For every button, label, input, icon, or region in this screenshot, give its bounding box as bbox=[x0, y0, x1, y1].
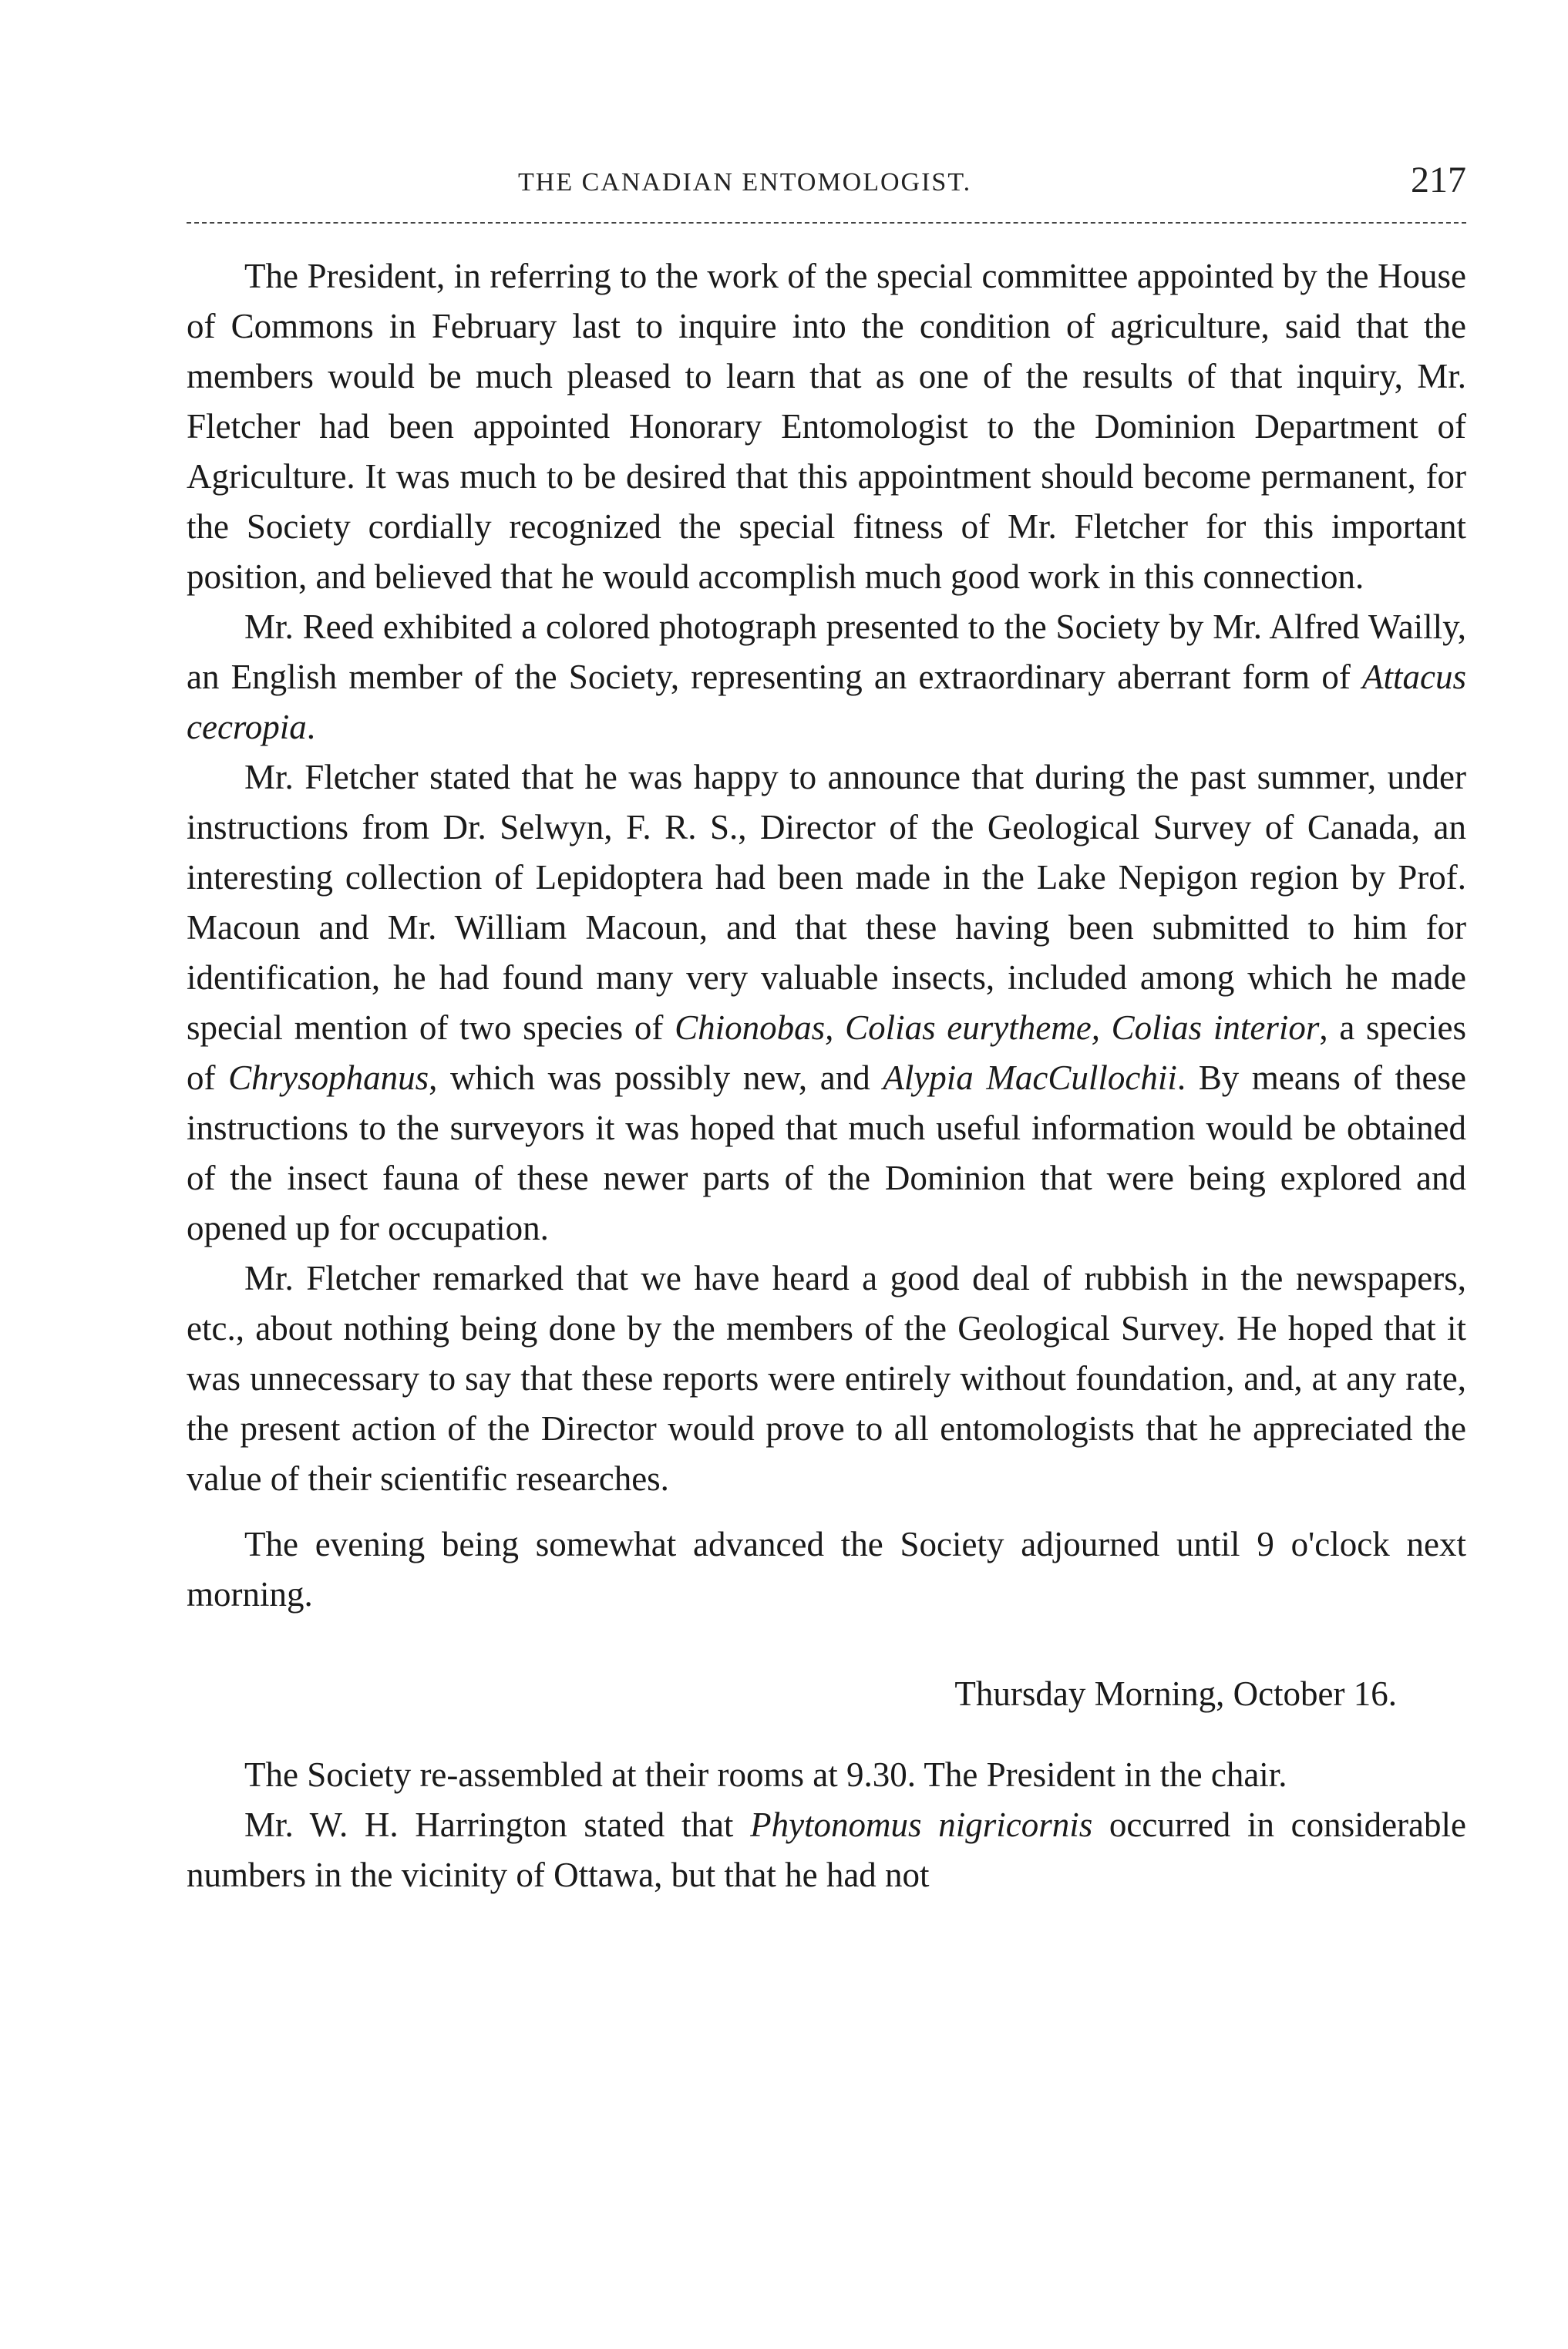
paragraph-text: occurred in considerable numbers in the vicinity of Ottawa, but that he had not bbox=[187, 1805, 1466, 1894]
paragraph-harrington bbox=[187, 1800, 1466, 1900]
paragraph-text: The President, in referring to the work of the special committee appointed by the House of Commons in February last to inquire into the condition of agriculture, said that the members would be much pleased to learn that as one of the results of that inquiry, Mr. Fletcher had been appointed Honorary Entomologist to the Dominion Department of Agriculture. It was much to be desired that this appointment should become permanent, for the Society cordially recognized the special fitness of Mr. Fletcher for this important position, and believed that he would accomplish much good work in this connection. bbox=[187, 257, 1466, 596]
paragraph-reed-photograph bbox=[187, 602, 1466, 752]
paragraph-text: Mr. Reed exhibited a colored photograph presented to the Society by Mr. Alfred Wailly, an English member of the Society, representing an extraordinary aberrant form of bbox=[187, 607, 1466, 696]
paragraph-text: Mr. Fletcher remarked that we have heard a good deal of rubbish in the newspapers, etc., about nothing being done by the members of the Geological Survey. He hoped that it was unnecessary to say that these reports were entirely without foundation, and, at any rate, the present action of the Director would prove to all entomologists that he appreciated the value of their scientific researches. bbox=[187, 1259, 1466, 1498]
paragraph-text: Mr. W. H. Harrington stated that bbox=[244, 1805, 751, 1844]
paragraph-text: , which was possibly new, and bbox=[429, 1058, 883, 1097]
paragraph-text: The evening being somewhat advanced the Society adjourned until 9 o'clock next morning. bbox=[187, 1525, 1466, 1614]
paragraph-fletcher-remarks bbox=[187, 1254, 1466, 1504]
page-number: 217 bbox=[1411, 160, 1466, 200]
paragraph-adjournment bbox=[187, 1519, 1466, 1620]
session-date-line: Thursday Morning, October 16. bbox=[954, 1674, 1397, 1713]
paragraph-text: Mr. Fletcher stated that he was happy to announce that during the past summer, under instructions from Dr. Selwyn, F. R. S., Director of the Geological Survey of Canada, an interesting collection of Lepidoptera had been made in the Lake Nepigon region by Prof. Macoun and Mr. William Macoun, and that these having been submitted to him for identification, he had found many very valuable insects, included among which he made special mention of two species of bbox=[187, 758, 1466, 1047]
paragraph-reassembly bbox=[187, 1750, 1466, 1800]
running-title: THE CANADIAN ENTOMOLOGIST. bbox=[518, 168, 972, 197]
paragraph-text: , a species of bbox=[187, 1008, 1466, 1097]
paragraph-fletcher-collection bbox=[187, 752, 1466, 1254]
paragraph-text: The Society re-assembled at their rooms at 9.30. The President in the chair. bbox=[244, 1755, 1287, 1794]
species-name: Chrysophanus bbox=[228, 1058, 429, 1097]
book-page bbox=[187, 154, 1466, 1900]
paragraph-president-remarks bbox=[187, 251, 1466, 602]
paragraph-text: . By means of these instructions to the surveyors it was hoped that much useful information would be obtained of the insect fauna of these newer parts of the Dominion that were being explored and opened up for occupation. bbox=[187, 1058, 1466, 1247]
paragraph-text: . bbox=[306, 708, 316, 746]
header-rule bbox=[187, 222, 1466, 224]
species-name: Phytonomus nigricornis bbox=[750, 1805, 1093, 1844]
species-name: Chionobas, Colias eurytheme, Colias interior bbox=[675, 1008, 1320, 1047]
species-name: Attacus cecropia bbox=[187, 658, 1466, 746]
species-name: Alypia MacCullochii bbox=[883, 1058, 1177, 1097]
running-head bbox=[187, 154, 1466, 208]
body-text bbox=[187, 251, 1466, 1900]
